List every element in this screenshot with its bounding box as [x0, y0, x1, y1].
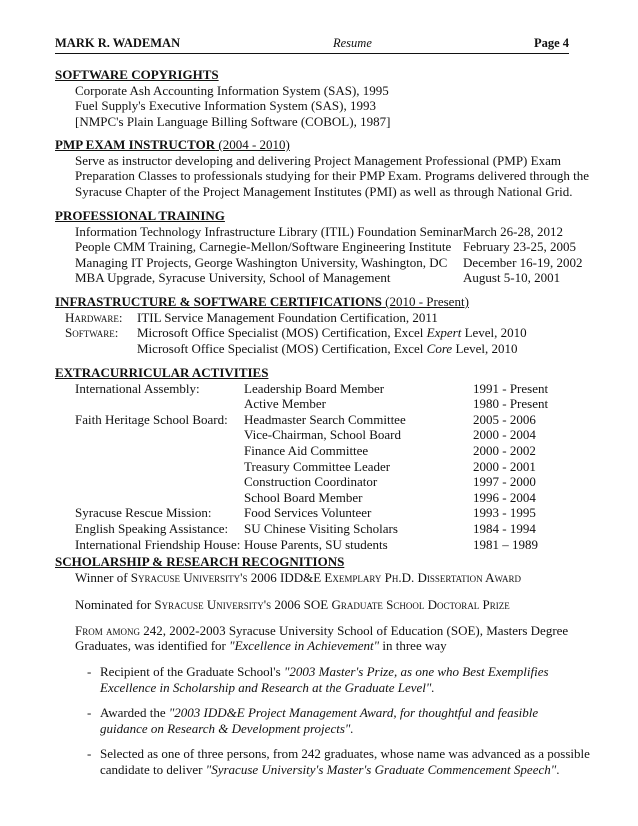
hardware-label: Hardware:	[65, 309, 123, 325]
activity-years: 1981 – 1989	[473, 536, 538, 552]
graduates-line	[55, 638, 595, 654]
activity-org: Faith Heritage School Board:	[75, 411, 228, 427]
software-label: Software:	[65, 325, 119, 341]
activity-role: Construction Coordinator	[244, 474, 378, 490]
activity-org: International Friendship House:	[75, 536, 241, 552]
bullet-text: candidate to deliver	[100, 761, 206, 777]
training-course: Managing IT Projects, George Washington University, Washington, DC	[75, 254, 448, 270]
activity-years: 1980 - Present	[473, 396, 549, 412]
bullet-line	[100, 705, 595, 721]
training-section	[55, 208, 585, 286]
bullet-quote-cont: guidance on Research & Development projects".	[100, 720, 354, 736]
certifications-heading-text: INFRASTRUCTURE & SOFTWARE CERTIFICATIONS	[55, 294, 382, 309]
nominated-line	[55, 597, 595, 613]
nominated-prize: Graduate School Doctoral Prize	[331, 597, 510, 613]
activity-years: 2000 - 2002	[473, 442, 536, 458]
activity-row	[55, 521, 585, 537]
bullet-quote: "Syracuse University's Master's Graduate Commencement Speech"	[205, 761, 557, 777]
certifications-years: (2010 - Present)	[381, 294, 469, 309]
pmp-section	[55, 137, 589, 199]
software-cert-row	[55, 341, 585, 357]
activity-row	[55, 381, 585, 397]
activity-years: 1993 - 1995	[473, 505, 536, 521]
bullet-period: .	[556, 761, 560, 777]
software-cert	[137, 341, 518, 357]
pmp-line: Preparation Classes to professionals studying for their PMP Exam. Programs delivered through the	[75, 168, 590, 184]
recognition-bullet	[55, 664, 595, 695]
software-item: Fuel Supply's Executive Information System (SAS), 1993	[75, 98, 376, 114]
page-header	[55, 36, 569, 54]
activity-row	[55, 474, 585, 490]
activity-role: House Parents, SU students	[244, 536, 388, 552]
hardware-cert: ITIL Service Management Foundation Certification, 2011	[137, 309, 438, 325]
pmp-line: Serve as instructor developing and delivering Project Management Professional (PMP) Exam	[75, 152, 561, 168]
from-text: 242, 2002-2003 Syracuse University School of Education (SOE), Masters Degree	[140, 622, 569, 638]
header-name: MARK R. WADEMAN	[55, 36, 181, 50]
activity-years: 1984 - 1994	[473, 520, 536, 536]
recognition-bullet	[55, 705, 595, 736]
graduates-tail: in three way	[379, 638, 447, 654]
software-item: Corporate Ash Accounting Information System (SAS), 1995	[75, 82, 389, 98]
bullet-text: Awarded the	[100, 705, 169, 721]
extracurricular-heading: EXTRACURRICULAR ACTIVITIES	[55, 365, 269, 380]
activity-role: Leadership Board Member	[244, 380, 385, 396]
header-title: Resume	[333, 36, 372, 50]
recognition-bullet	[55, 746, 595, 777]
bullet-quote: "2003 Master's Prize, as one who Best Exemplifies	[283, 663, 549, 679]
activity-row	[55, 490, 585, 506]
activity-row	[55, 427, 585, 443]
training-course: MBA Upgrade, Syracuse University, School of Management	[75, 270, 391, 286]
activity-row	[55, 537, 585, 553]
training-row	[55, 239, 585, 255]
winner-text: Winner of	[75, 569, 131, 585]
nominated-year: 2006 SOE	[271, 597, 332, 613]
activity-years: 1991 - Present	[473, 380, 549, 396]
software-cert-year: Level, 2010	[452, 340, 518, 356]
bullet-dash: -	[87, 663, 92, 679]
software-cert-year: Level, 2010	[461, 325, 527, 341]
pmp-years: (2004 - 2010)	[215, 137, 290, 152]
bullet-line: Selected as one of three persons, from 242 graduates, whose name was advanced as a possible	[100, 746, 590, 762]
scholarship-heading: SCHOLARSHIP & RESEARCH RECOGNITIONS	[55, 554, 345, 569]
activity-years: 1997 - 2000	[473, 474, 536, 490]
page-number: Page 4	[533, 36, 569, 50]
software-cert-row	[55, 325, 585, 341]
activity-row	[55, 459, 585, 475]
extracurricular-section	[55, 365, 585, 552]
from-line	[55, 623, 595, 639]
nominated-text: Nominated for	[75, 597, 155, 613]
activity-org: Syracuse Rescue Mission:	[75, 505, 212, 521]
training-course: People CMM Training, Carnegie-Mellon/Software Engineering Institute	[75, 239, 452, 255]
software-cert	[137, 325, 527, 341]
bullet-dash: -	[87, 746, 92, 762]
training-course: Information Technology Infrastructure Library (ITIL) Foundation Seminar	[75, 223, 464, 239]
activity-org: English Speaking Assistance:	[75, 520, 229, 536]
activity-row	[55, 443, 585, 459]
training-row	[55, 255, 585, 271]
software-heading: SOFTWARE COPYRIGHTS	[55, 67, 219, 82]
bullet-quote: "2003 IDD&E Project Management Award, for thoughtful and feasible	[168, 705, 539, 721]
bullet-quote-cont: Excellence in Scholarship and Research at the Graduate Level".	[100, 679, 435, 695]
scholarship-section	[55, 554, 595, 778]
training-date: August 5-10, 2001	[463, 270, 561, 286]
training-date: March 26-28, 2012	[463, 223, 564, 239]
activity-years: 2000 - 2001	[473, 458, 536, 474]
graduates-text: Graduates, was identified for	[75, 638, 230, 654]
bullet-text: Recipient of the Graduate School's	[100, 663, 284, 679]
from-label: From among	[75, 622, 140, 638]
training-date: February 23-25, 2005	[463, 239, 577, 255]
nominated-university: Syracuse University's	[154, 597, 272, 613]
software-cert-level: Expert	[426, 325, 462, 341]
activity-row	[55, 396, 585, 412]
activity-role: Headmaster Search Committee	[244, 411, 406, 427]
training-date: December 16-19, 2002	[463, 254, 583, 270]
activity-role: SU Chinese Visiting Scholars	[244, 520, 398, 536]
training-heading: PROFESSIONAL TRAINING	[55, 208, 225, 223]
activity-role: Treasury Committee Leader	[244, 458, 391, 474]
training-row	[55, 270, 585, 286]
activity-role: Vice-Chairman, School Board	[244, 427, 401, 443]
bullet-dash: -	[87, 705, 92, 721]
activity-years: 2000 - 2004	[473, 427, 536, 443]
hardware-row	[55, 310, 585, 326]
activity-role: School Board Member	[244, 489, 363, 505]
software-item: [NMPC's Plain Language Billing Software (COBOL), 1987]	[75, 113, 391, 129]
winner-line	[55, 570, 595, 586]
software-cert-text: Microsoft Office Specialist (MOS) Certification, Excel	[137, 340, 427, 356]
activity-years: 1996 - 2004	[473, 489, 536, 505]
activity-role: Food Services Volunteer	[244, 505, 372, 521]
activity-row	[55, 412, 585, 428]
bullet-line	[100, 664, 595, 680]
pmp-heading-text: PMP EXAM INSTRUCTOR	[55, 137, 216, 152]
activity-role: Active Member	[244, 396, 326, 412]
excellence-quote: "Excellence in Achievement"	[229, 638, 380, 654]
training-row	[55, 224, 585, 240]
software-section	[55, 67, 390, 129]
activity-row	[55, 505, 585, 521]
software-cert-text: Microsoft Office Specialist (MOS) Certification, Excel	[137, 325, 427, 341]
certifications-section	[55, 294, 585, 356]
activity-org: International Assembly:	[75, 380, 200, 396]
winner-award: Syracuse University's 2006 IDD&E Exemplary Ph.D. Dissertation Award	[130, 569, 522, 585]
bullet-line	[100, 762, 595, 778]
certifications-heading	[55, 294, 585, 310]
software-cert-level: Core	[426, 340, 453, 356]
pmp-heading	[55, 137, 589, 153]
pmp-line: Syracuse Chapter of the Project Management Institutes (PMI) as well as through National Grid.	[75, 183, 573, 199]
activity-role: Finance Aid Committee	[244, 442, 369, 458]
activity-years: 2005 - 2006	[473, 411, 536, 427]
